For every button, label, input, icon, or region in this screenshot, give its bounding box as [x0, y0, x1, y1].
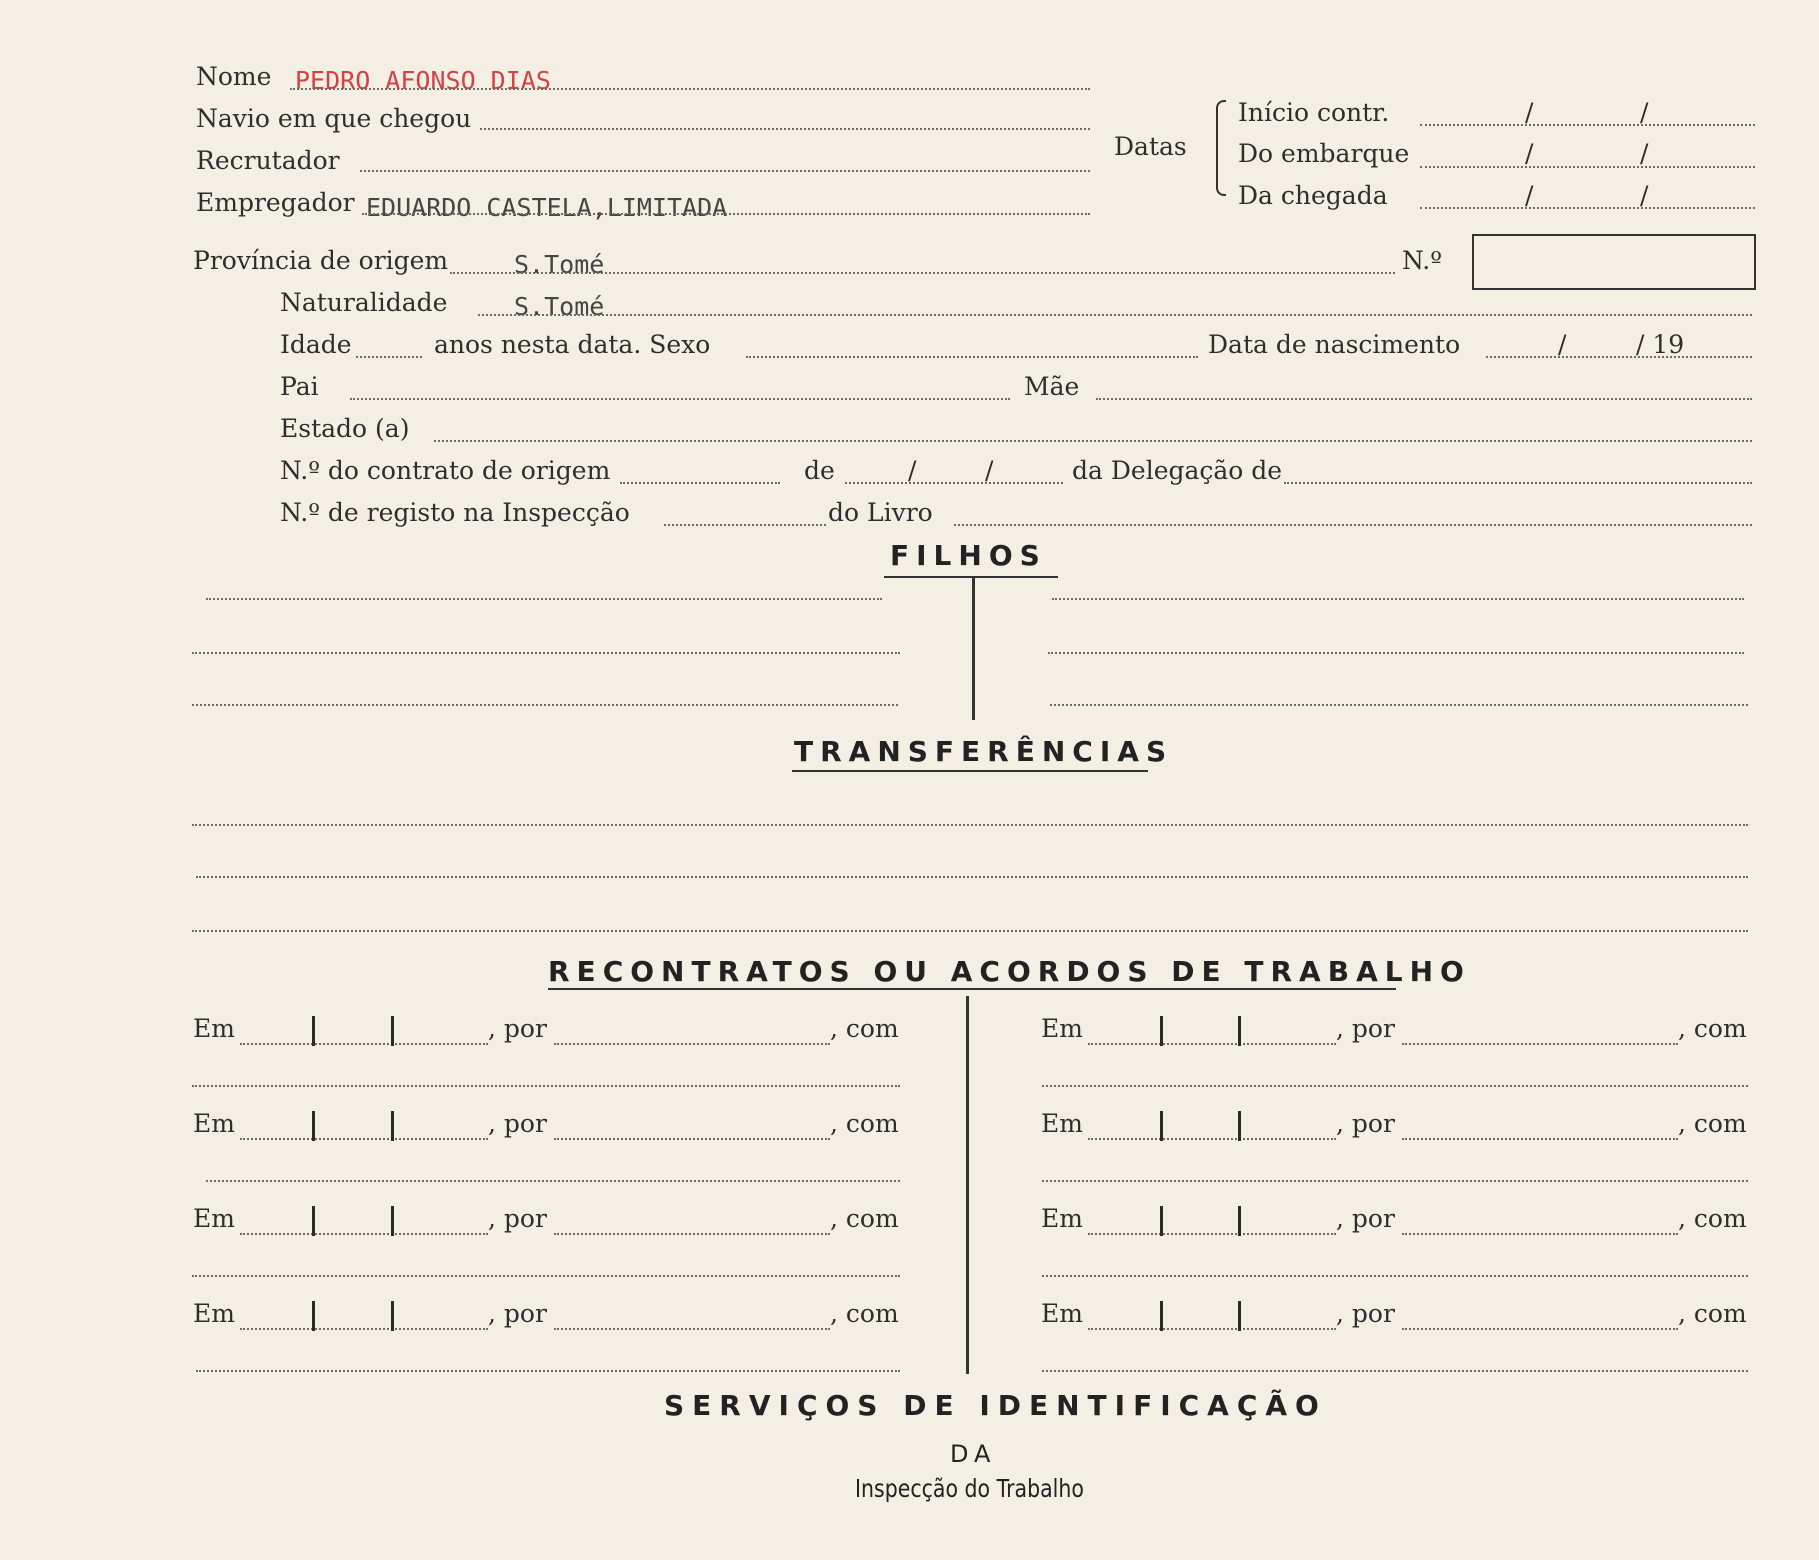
de-label: de — [804, 456, 835, 485]
pai-label: Pai — [280, 372, 319, 401]
rec-por-line[interactable] — [1402, 1328, 1678, 1330]
rec-por-label: , por — [1336, 1014, 1395, 1043]
rec-date-sep — [1160, 1111, 1163, 1141]
datas-label: Datas — [1114, 132, 1187, 161]
naturalidade-line[interactable] — [478, 314, 1752, 316]
rec-com-label: , com — [830, 1299, 899, 1328]
rec-por-label: , por — [1336, 1109, 1395, 1138]
empregador-value: EDUARDO CASTELA,LIMITADA — [366, 193, 728, 222]
idade-label: Idade — [280, 330, 352, 359]
rec-por-line[interactable] — [1402, 1138, 1678, 1140]
rec-por-line[interactable] — [554, 1328, 830, 1330]
rec-por-line[interactable] — [1402, 1043, 1678, 1045]
rec-date-sep — [1238, 1111, 1241, 1141]
livro-line[interactable] — [954, 524, 1752, 526]
rec-com-line[interactable] — [1042, 1275, 1748, 1277]
rec-em-label: Em — [193, 1299, 235, 1328]
rec-em-label: Em — [1041, 1014, 1083, 1043]
registo-label: N.º de registo na Inspecção — [280, 498, 630, 527]
footer-da: DA — [950, 1440, 997, 1468]
chegada-slash-1: / — [1525, 181, 1534, 210]
rec-por-label: , por — [488, 1299, 547, 1328]
rec-date-sep — [1238, 1206, 1241, 1236]
rec-por-label: , por — [1336, 1299, 1395, 1328]
inicio-slash-2: / — [1640, 98, 1649, 127]
inicio-label: Início contr. — [1238, 98, 1390, 127]
inicio-line[interactable] — [1420, 124, 1755, 126]
rec-por-line[interactable] — [554, 1138, 830, 1140]
transferencias-underline — [792, 770, 1148, 772]
chegada-slash-2: / — [1640, 181, 1649, 210]
filhos-line-r1[interactable] — [1052, 598, 1744, 600]
filhos-line-l1[interactable] — [206, 598, 882, 600]
transferencias-line-2[interactable] — [196, 876, 1748, 878]
rec-por-label: , por — [1336, 1204, 1395, 1233]
anos-sexo-label: anos nesta data. Sexo — [434, 330, 711, 359]
embarque-slash-2: / — [1640, 139, 1649, 168]
idade-line[interactable] — [356, 356, 422, 358]
filhos-line-r3[interactable] — [1050, 704, 1748, 706]
recontratos-divider — [966, 996, 969, 1374]
rec-com-line[interactable] — [206, 1180, 900, 1182]
rec-em-label: Em — [1041, 1109, 1083, 1138]
transferencias-heading: TRANSFERÊNCIAS — [794, 735, 1174, 768]
provincia-line[interactable] — [450, 272, 1395, 274]
rec-com-line[interactable] — [1042, 1180, 1748, 1182]
rec-com-line[interactable] — [1042, 1085, 1748, 1087]
rec-por-line[interactable] — [554, 1043, 830, 1045]
filhos-line-l3[interactable] — [192, 704, 898, 706]
rec-com-label: , com — [830, 1109, 899, 1138]
rec-por-label: , por — [488, 1014, 547, 1043]
rec-date-sep — [312, 1206, 315, 1236]
rec-date-line[interactable] — [1088, 1328, 1336, 1330]
rec-com-label: , com — [830, 1204, 899, 1233]
embarque-slash-1: / — [1525, 139, 1534, 168]
filhos-line-r2[interactable] — [1048, 652, 1744, 654]
rec-com-line[interactable] — [196, 1370, 900, 1372]
contrato-slash-2: / — [985, 456, 994, 485]
filhos-line-l2[interactable] — [192, 652, 900, 654]
nascimento-line[interactable] — [1486, 356, 1752, 358]
rec-date-sep — [312, 1016, 315, 1046]
provincia-value: S.Tomé — [514, 250, 605, 279]
recrutador-label: Recrutador — [196, 146, 340, 175]
recontratos-underline — [548, 988, 1396, 990]
mae-label: Mãe — [1024, 372, 1080, 401]
rec-por-line[interactable] — [1402, 1233, 1678, 1235]
rec-date-line[interactable] — [1088, 1138, 1336, 1140]
estado-label: Estado (a) — [280, 414, 410, 443]
numero-box[interactable] — [1472, 234, 1756, 290]
rec-com-line[interactable] — [1042, 1370, 1748, 1372]
rec-em-label: Em — [1041, 1204, 1083, 1233]
nascimento-year: / 19 — [1636, 330, 1685, 359]
sexo-line[interactable] — [746, 356, 1198, 358]
delegacao-label: da Delegação de — [1072, 456, 1283, 485]
rec-em-label: Em — [193, 1109, 235, 1138]
transferencias-line-1[interactable] — [192, 824, 1748, 826]
filhos-heading: FILHOS — [890, 539, 1047, 572]
mae-line[interactable] — [1096, 398, 1752, 400]
empregador-label: Empregador — [196, 188, 355, 217]
rec-em-label: Em — [193, 1014, 235, 1043]
rec-date-sep — [1238, 1016, 1241, 1046]
rec-em-label: Em — [1041, 1299, 1083, 1328]
rec-com-label: , com — [1678, 1014, 1747, 1043]
footer-org: Inspecção do Trabalho — [855, 1474, 1084, 1503]
contrato-date-line[interactable] — [845, 482, 1063, 484]
rec-date-sep — [312, 1111, 315, 1141]
filhos-divider — [972, 578, 975, 720]
registo-line[interactable] — [664, 524, 826, 526]
rec-date-sep — [1160, 1206, 1163, 1236]
rec-date-line[interactable] — [240, 1043, 488, 1045]
naturalidade-value: S.Tomé — [514, 292, 605, 321]
estado-line[interactable] — [434, 440, 1752, 442]
rec-com-label: , com — [1678, 1204, 1747, 1233]
empregador-line[interactable] — [362, 213, 1090, 215]
footer-title: SERVIÇOS DE IDENTIFICAÇÃO — [664, 1389, 1327, 1422]
rec-date-sep — [391, 1301, 394, 1331]
rec-date-sep — [1160, 1016, 1163, 1046]
rec-date-sep — [1238, 1301, 1241, 1331]
rec-date-sep — [391, 1016, 394, 1046]
livro-label: do Livro — [828, 498, 933, 527]
rec-por-label: , por — [488, 1204, 547, 1233]
nascimento-label: Data de nascimento — [1208, 330, 1461, 359]
rec-por-line[interactable] — [554, 1233, 830, 1235]
datas-brace — [1216, 100, 1226, 196]
rec-date-sep — [312, 1301, 315, 1331]
navio-line[interactable] — [480, 128, 1090, 130]
rec-por-label: , por — [488, 1109, 547, 1138]
rec-com-label: , com — [1678, 1109, 1747, 1138]
naturalidade-label: Naturalidade — [280, 288, 448, 317]
rec-date-line[interactable] — [240, 1138, 488, 1140]
delegacao-line[interactable] — [1284, 482, 1752, 484]
rec-date-sep — [1160, 1301, 1163, 1331]
contrato-label: N.º do contrato de origem — [280, 456, 611, 485]
contrato-line[interactable] — [620, 482, 780, 484]
inicio-slash-1: / — [1525, 98, 1534, 127]
nascimento-slash: / — [1558, 330, 1567, 359]
rec-date-sep — [391, 1111, 394, 1141]
nome-label: Nome — [196, 62, 272, 91]
embarque-line[interactable] — [1420, 166, 1755, 168]
rec-date-line[interactable] — [240, 1233, 488, 1235]
transferencias-line-3[interactable] — [192, 930, 1748, 932]
rec-date-sep — [391, 1206, 394, 1236]
recrutador-line[interactable] — [360, 170, 1090, 172]
rec-date-line[interactable] — [1088, 1233, 1336, 1235]
nome-value: PEDRO AFONSO DIAS — [295, 66, 551, 95]
embarque-label: Do embarque — [1238, 139, 1410, 168]
rec-com-line[interactable] — [192, 1275, 900, 1277]
rec-com-line[interactable] — [192, 1085, 900, 1087]
pai-line[interactable] — [350, 398, 1010, 400]
provincia-label: Província de origem — [193, 246, 449, 275]
rec-date-line[interactable] — [1088, 1043, 1336, 1045]
chegada-line[interactable] — [1420, 207, 1755, 209]
rec-com-label: , com — [830, 1014, 899, 1043]
chegada-label: Da chegada — [1238, 181, 1388, 210]
rec-com-label: , com — [1678, 1299, 1747, 1328]
recontratos-heading: RECONTRATOS OU ACORDOS DE TRABALHO — [548, 955, 1471, 988]
filhos-underline — [884, 576, 1058, 578]
numero-label: N.º — [1402, 246, 1442, 275]
contrato-slash-1: / — [908, 456, 917, 485]
rec-em-label: Em — [193, 1204, 235, 1233]
navio-label: Navio em que chegou — [196, 104, 472, 133]
nome-line[interactable] — [290, 88, 1090, 90]
rec-date-line[interactable] — [240, 1328, 488, 1330]
